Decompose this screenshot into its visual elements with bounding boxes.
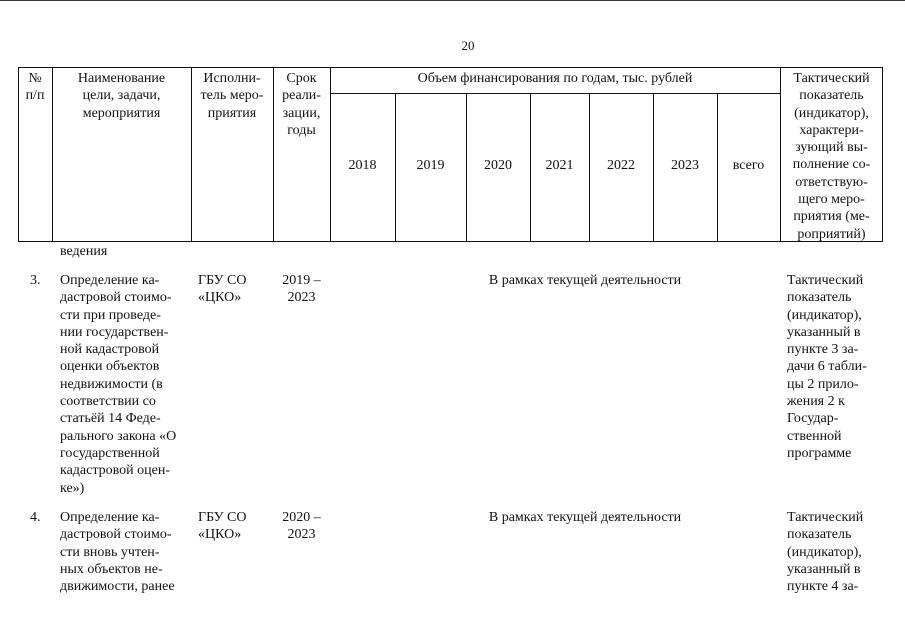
- year-2018: 2018: [348, 158, 377, 173]
- row-4-num: 4.: [30, 510, 41, 525]
- page-number: 20: [461, 38, 475, 53]
- row-4-finance: В рамках текущей деятельности: [488, 510, 682, 525]
- row-3-executor: ГБУ СО «ЦКО»: [198, 273, 247, 306]
- row-4-term: 2020 – 2023: [282, 510, 321, 543]
- row-3-term: 2019 – 2023: [282, 273, 321, 306]
- row-4-name: Определение ка- дастровой стоимо- сти вновь учтен- ных объектов не- движимости, ранее: [60, 510, 175, 595]
- header-name: Наименование цели, задачи, мероприятия: [77, 71, 166, 121]
- row-4-executor: ГБУ СО «ЦКО»: [198, 510, 247, 543]
- header-finance: Объем финансирования по годам, тыс. рублей: [417, 71, 693, 86]
- header-num: № п/п: [25, 71, 45, 104]
- year-total: всего: [732, 158, 765, 173]
- row-4-indicator: Тактический показатель (индикатор), указанный в пункте 4 за-: [787, 510, 864, 595]
- finance-subheader-line: [330, 93, 780, 94]
- header-indicator: Тактический показатель (индикатор), характери- зующий вы- полнение со- ответствую- щего меро- приятия (ме- роприятий): [792, 71, 871, 242]
- header-term: Срок реали- зации, годы: [282, 71, 321, 138]
- year-2021: 2021: [545, 158, 574, 173]
- row-3-name: Определение ка- дастровой стоимо- сти при проведе- нии государствен- ной кадастровой оценки объектов недвижимости (в соответствии со статьёй 14 Феде- рального закона «О государственной кадастровой оцен- ке»): [60, 273, 177, 496]
- page-top-edge: [0, 0, 905, 1]
- header-executor: Исполни- тель меро- приятия: [200, 71, 264, 121]
- row-3-indicator: Тактический показатель (индикатор), указанный в пункте 3 за- дачи 6 табли- цы 2 прило- жения 2 к Государ- ственной программе: [787, 273, 867, 461]
- carryover-text: ведения: [60, 244, 108, 259]
- year-2022: 2022: [607, 158, 635, 173]
- year-2020: 2020: [484, 158, 512, 173]
- row-3-finance: В рамках текущей деятельности: [488, 273, 682, 288]
- year-2019: 2019: [416, 158, 445, 173]
- year-2023: 2023: [671, 158, 699, 173]
- row-3-num: 3.: [30, 273, 41, 288]
